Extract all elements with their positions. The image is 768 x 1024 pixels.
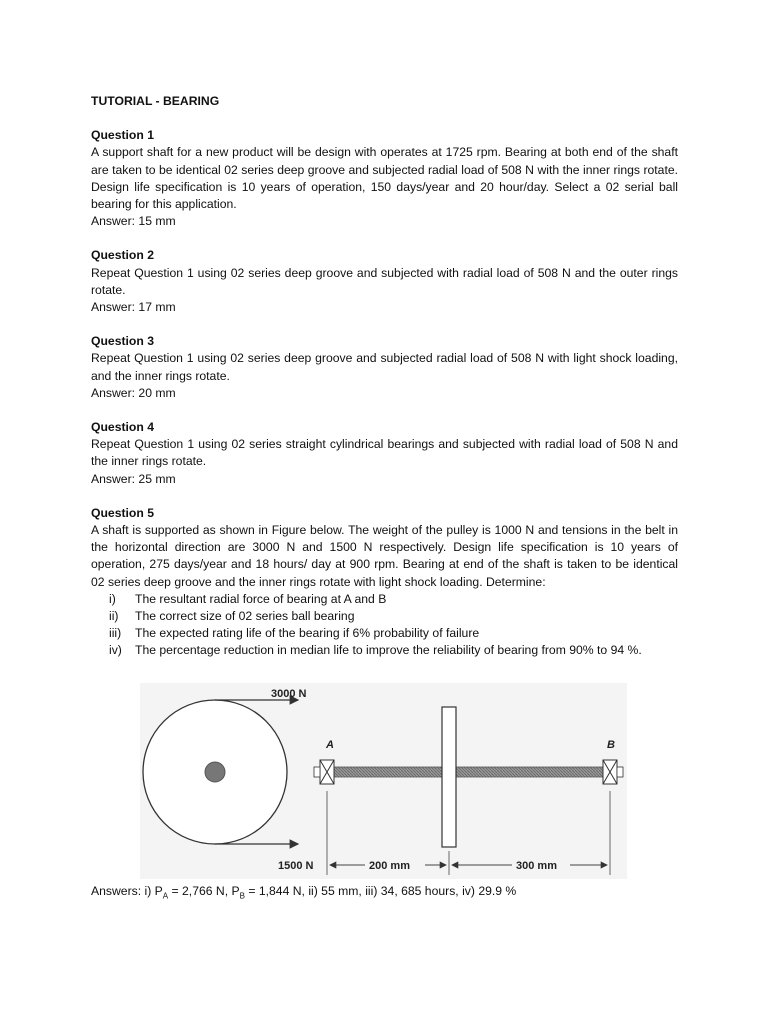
question-body: Repeat Question 1 using 02 series deep groove and subjected radial load of 508 N with light shock loading, and the inner rings rotate. — [91, 351, 678, 383]
question-heading: Question 4 — [91, 420, 154, 435]
bearing-b-label: B — [607, 739, 615, 751]
question-heading: Question 1 — [91, 128, 154, 143]
question-body: Repeat Question 1 using 02 series deep groove and subjected with radial load of 508 N and the outer rings rotate. — [91, 265, 678, 297]
list-item — [91, 625, 678, 642]
question-answer: Answer: 20 mm — [91, 385, 176, 400]
bottom-force-label: 1500 N — [278, 860, 314, 872]
list-item-text: The resultant radial force of bearing at A and B — [135, 591, 387, 606]
list-item-number: ii) — [109, 609, 119, 624]
document-page — [91, 93, 678, 677]
question-answer: Answer: 25 mm — [91, 471, 176, 486]
question-heading: Question 3 — [91, 334, 154, 349]
question-5-answers — [91, 883, 516, 900]
pa-subscript: A — [162, 891, 169, 901]
question-answer: Answer: 17 mm — [91, 300, 176, 315]
question-body: A support shaft for a new product will be design with operates at 1725 rpm. Bearing at both end of the shaft are taken to be identical 02 series deep groove and subjected radial load of 508 N with the inner rings rotate. Design life specification is 10 years of operation, 150 days/year and 20 hour/day. Select a 02 serial ball bearing for this application. — [91, 145, 678, 212]
dim-300-label: 300 mm — [516, 860, 557, 872]
list-item — [91, 608, 678, 625]
shaft-diagram — [140, 683, 627, 879]
question-5 — [91, 505, 678, 660]
pulley-edge — [442, 707, 456, 847]
list-item-number: i) — [109, 591, 116, 606]
question-3 — [91, 333, 678, 402]
shaft — [328, 767, 616, 777]
bearing-a-label: A — [326, 739, 334, 751]
answers-prefix: Answers: i) P — [91, 884, 163, 898]
list-item-text: The percentage reduction in median life to improve the reliability of bearing from 90% to 94 %. — [135, 643, 642, 658]
document-title: TUTORIAL - BEARING — [91, 94, 220, 108]
list-item-text: The expected rating life of the bearing if 6% probability of failure — [135, 626, 480, 641]
list-item — [91, 591, 678, 608]
list-item-number: iii) — [109, 626, 122, 641]
question-answer: Answer: 15 mm — [91, 214, 176, 229]
question-4 — [91, 419, 678, 488]
list-item-number: iv) — [109, 643, 122, 658]
question-body: A shaft is supported as shown in Figure below. The weight of the pulley is 1000 N and tensions in the belt in the horizontal direction are 3000 N and 1500 N respectively. Design life specification is 10 years of operation, 275 days/year and 18 hours/ day at 900 rpm. Bearing at end of the shaft is taken to be identical 02 series deep groove and the inner rings rotate with light shock loading. Determine: — [91, 523, 678, 589]
shaft-pulley-figure — [140, 683, 627, 879]
answers-rest: = 1,844 N, ii) 55 mm, iii) 34, 685 hours, iv) 29.9 % — [244, 884, 517, 898]
sub-question-list — [91, 591, 678, 660]
list-item-text: The correct size of 02 series ball bearing — [135, 609, 355, 624]
question-2 — [91, 247, 678, 316]
question-heading: Question 5 — [91, 505, 154, 520]
question-1 — [91, 127, 678, 230]
pb-subscript: B — [239, 891, 245, 901]
list-item — [91, 642, 678, 659]
pa-value: = 2,766 N, P — [168, 884, 240, 898]
question-heading: Question 2 — [91, 248, 154, 263]
question-body: Repeat Question 1 using 02 series straight cylindrical bearings and subjected with radial load of 508 N and the inner rings rotate. — [91, 437, 678, 469]
dim-200-label: 200 mm — [369, 860, 410, 872]
pulley-hub — [205, 762, 225, 782]
top-force-label: 3000 N — [271, 688, 307, 700]
